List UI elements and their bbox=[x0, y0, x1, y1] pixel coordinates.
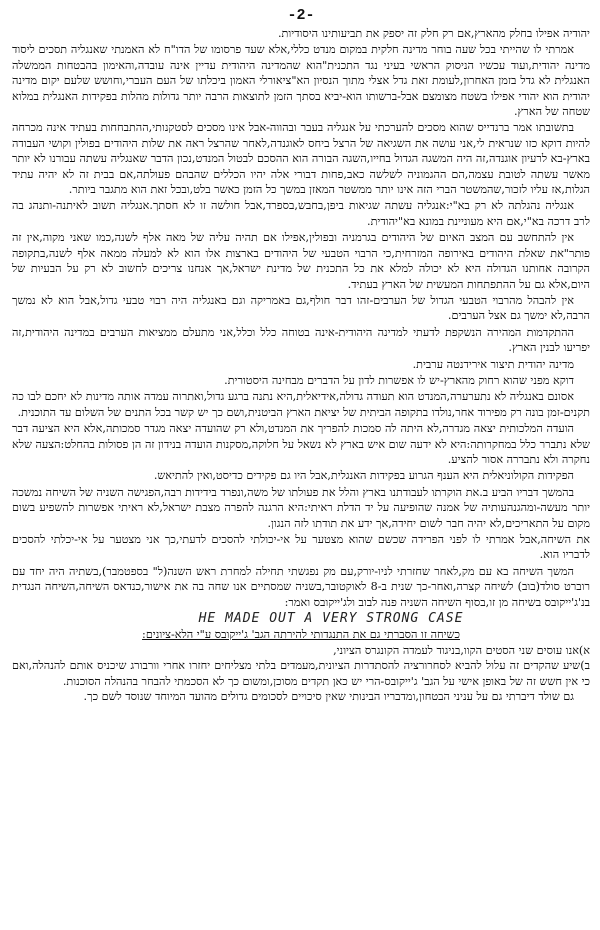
paragraph: אמרתי לו שהייתי בכל שעה בוחר מדינה חלקית במקום מנדט כללי,אלא שעד פרסומו של הדו"ח לא האמנתי שאנגליה תסכים ליסוד מדינה יהודית,ועוד עכשיו הניסוק הראשי בעיני נגד התכנית"הוא שהמדינה היהודית עדיין אינה עובדה,והאימון בהבטחות הממשלה האנגלית לא גדל בזמן האחרון,לעומת זאת גדל אצלי מתוך הנסיון הא"ציאורלי האמון ביכלתו של העם העברי,וחושש שלעם יקום מדינה יהודית הוא יהודי אפילו בשטח מצומצם אבל-ברשותו הוא-יביא בסתך הזמן לתוצאות הרבה יותר גדולות מהלות בפקידות האנגלית במלוא שטחה של הארץ. bbox=[12, 43, 590, 119]
paragraph: אין להתחשב עם המצב האיום של היהודים בגרמניה ובפולין,אפילו אם תהיה עליה של מאה אלף לשנה,כמו שאני מקוה,אין זה פותר"את שאלת היהודים באירופה המזרחית,כי הרבוי הטבעי של היהודים בארצות אלו הוא לא למעלה ממאה אלף לשנה,בתקופה הקרובה אחותנו הגדולה היא לא יכולה למלא את כל התכנית של מדינת ישראל,אך אנחנו צריכים לחשוב לא רק על הבעיות של היום,אלא גם על ההתפתחות המעשית של הארץ בעתיד. bbox=[12, 231, 590, 291]
paragraph: אין להבהל מהרבוי הטבעי הגדול של הערבים-זהו דבר חולף,גם באמריקה וגם באנגליה היה רבוי טבעי גדול,אבל הוא לא נמשך הרבה,לא ימשך גם אצל הערבים. bbox=[12, 293, 590, 323]
body-text-mid bbox=[12, 564, 590, 610]
paragraph: הועדה המלכותית יצאה מגדרה,לא היתה לה סמכות להפריך את המנדט,ולא רק שהועדה יצאה מגדר סמכותה,אלא היא הציעה דבר שלא נתברר כלל במחקרותה:היא לא ידעה שום איש בארץ לא נשאל על חלוקה,מסקנות הועדה בנידון זה הן פסולות בהחלט:הצעה שלא נחקרה ולא נתבררה אסור להציע. bbox=[12, 422, 590, 466]
paragraph: אסונם באנגליה לא נתערערה,המנדט הוא תעודה גדולה,אידיאלית,היא נתנה ברגע גדול,ואתרוה עמדה אותה מדינות לא יחכם לבו כה תקנים-זמן בונה רק מפירוד אחר,נולדו בתקופה הביתית של יציאת הארץ הביטנית,ושם כך יש קשר בכל התנים של השלום עד התוכנית. bbox=[12, 390, 590, 419]
summary-intro: כשיחה זו הסברתי גם את התנגדותי להירתה הגב' ג'ייקובס ע"י הלא-ציונים: bbox=[142, 628, 460, 642]
paragraph: יהודיה אפילו בחלק מהארץ,אם רק חלק זה יספק את תביעותינו היסודיות. bbox=[277, 27, 590, 40]
summary-items bbox=[12, 643, 590, 705]
paragraph: אנגליה נהגלתה לא רק בא"י:אנגליה עשתה שגיאות ביפן,בחבש,בספרד,אבל חולשה זו לא חסתך.אנגליה תשוב לאיתנה-ותנהג בה לרב דרכה בא"י,אם היא מעוניינת במונא בא"יהודית. bbox=[12, 199, 590, 228]
paragraph: המשך השיחה בא עם מק,לאחר שחזרתי לניו-יורק,עם מק נפגשתי תחילה למחרת ראש השנה(ל" בספטמבר),בשתיה היה יחד עם רוברט סולד(בוב) לשיחה קצרה,ואחר-כך שנית ב-8 לאוקטובר,בשניה שמסתיים אנו שחה בה את אישור,כנדאס השיחה,השיחה הנגדית בנ'ג'ייקובס בשיחה מן זו,בסוף השיחה השניה פנה לבוב ולג'ייקובס ואמר: bbox=[12, 564, 590, 609]
paragraph: את השיחה,אבל אמרתי לו לפני הפרידה שכשם שהוא מצטער על אי-יכולתי להסכים לדעתי,כך אני מצטער על אי-יכלתי להסכים לדבריו הוא. bbox=[12, 533, 590, 562]
paragraph: ההתקדמות המהירה הנשקפת לדעתי למדינה היהודית-אינה בטוחה כלל וכלל,אני מתעלם ממציאות הערבים במדינה היהודית,זה יפריעו לבנין הארץ. bbox=[12, 325, 590, 355]
body-text-top bbox=[12, 26, 590, 563]
paragraph: בהמשך דבריו הביע ב.את הוקרתו לעבודתנו בארץ והלל את פעולתו של משה,ונפרד בידידות רבה,הפגישה השניה של השיחה נמשכה יותר מעשה-ומהגנהעותיה של אמנה שהופיעה על יד הדלת ראיתי:היא הרגנה להפרה מצבת ישראל,לא ראיתי אפשרות להשפיע בשום מקום על התאריכים,לא יהיה חבר לשום יחידה,אך ידע את תודתו לזה הנגון. bbox=[12, 485, 590, 530]
paragraph: בתשובתו אמר ברנדייס שהוא מסכים להערכתי על אנגליה בעבר ובהווה-אבל אינו מסכים לסטקנותי,ההתבחחות בעתיד אינה מכרחה להיות דוקא כזו שנראית לי,אני עושה את השגיאה של הרצל ביחס לאוגנדה,לאחר שהרצל ראה את שלות היהודים בפולין וקושי העבודה בארץ-בא לרעיון אוגנדה,זה היה המשגה הגדול בחייו,השגה הבורה הוא ההסכם לבטול המנדט,נכון הדבר שאנגליה עשתה עבורנו לא יותר מאשר עשתה לטובת עצמה,הם ההגמוניה לשלשה כאב,פחות דבורי אלה יהיו הכללים שהבהם פעולתה,אם בבית זה לא יהיה עתיד הגלות,אז עליו לזכור,שהמשטר הברי הזה אינו יותר ממשטר המאזן במשך כל הזמן כאשר בלט,ובכל זאת הוא מתגבר ביותר. bbox=[12, 121, 590, 197]
paragraph: הפקידות הקולוניאלית היא הענף הגרוע בפקידות האנגלית,אבל היו גם פקידים כדיסט,ואין להתיאש. bbox=[153, 469, 574, 483]
page-number: -2- bbox=[287, 7, 315, 24]
list-item: ב)שיע שהקדים זה עלול להביא לסחרורציה להסתדרות הציונית,מעמדים בלתי מצליחים יחזרו אחרי וורבורג שיכניס אותם להנהלה,ואם כי אין חשש זה של באופן אישי על הגב' ג'ייקובס-הרי יש כאן תקדים מסוכן,ומשום כך לא הסכמתי להבחר בהנהלה הסוכנות. bbox=[12, 659, 590, 688]
paragraph: דוקא מפני שהוא רחוק מהארץ-יש לו אפשרות לדון על הדברים מבחינה היסטורית. bbox=[224, 373, 574, 387]
list-item: גם שולד דיברתי גם על עניני הבטחון,ומדבריו הבינותי שאין סיכויים לסכומים גדולים מהועד המיוחד שנוסד לשם כך. bbox=[83, 690, 574, 704]
handwritten-note: HE MADE OUT A VERY STRONG CASE bbox=[198, 611, 464, 627]
paragraph: מדינה יהודית תיצור אירידנטה ערבית. bbox=[412, 357, 574, 371]
list-item: א)אנו עוסים שני הסטים הקוו,בניגוד לעמדה הקונגרס הציוני, bbox=[333, 644, 590, 658]
